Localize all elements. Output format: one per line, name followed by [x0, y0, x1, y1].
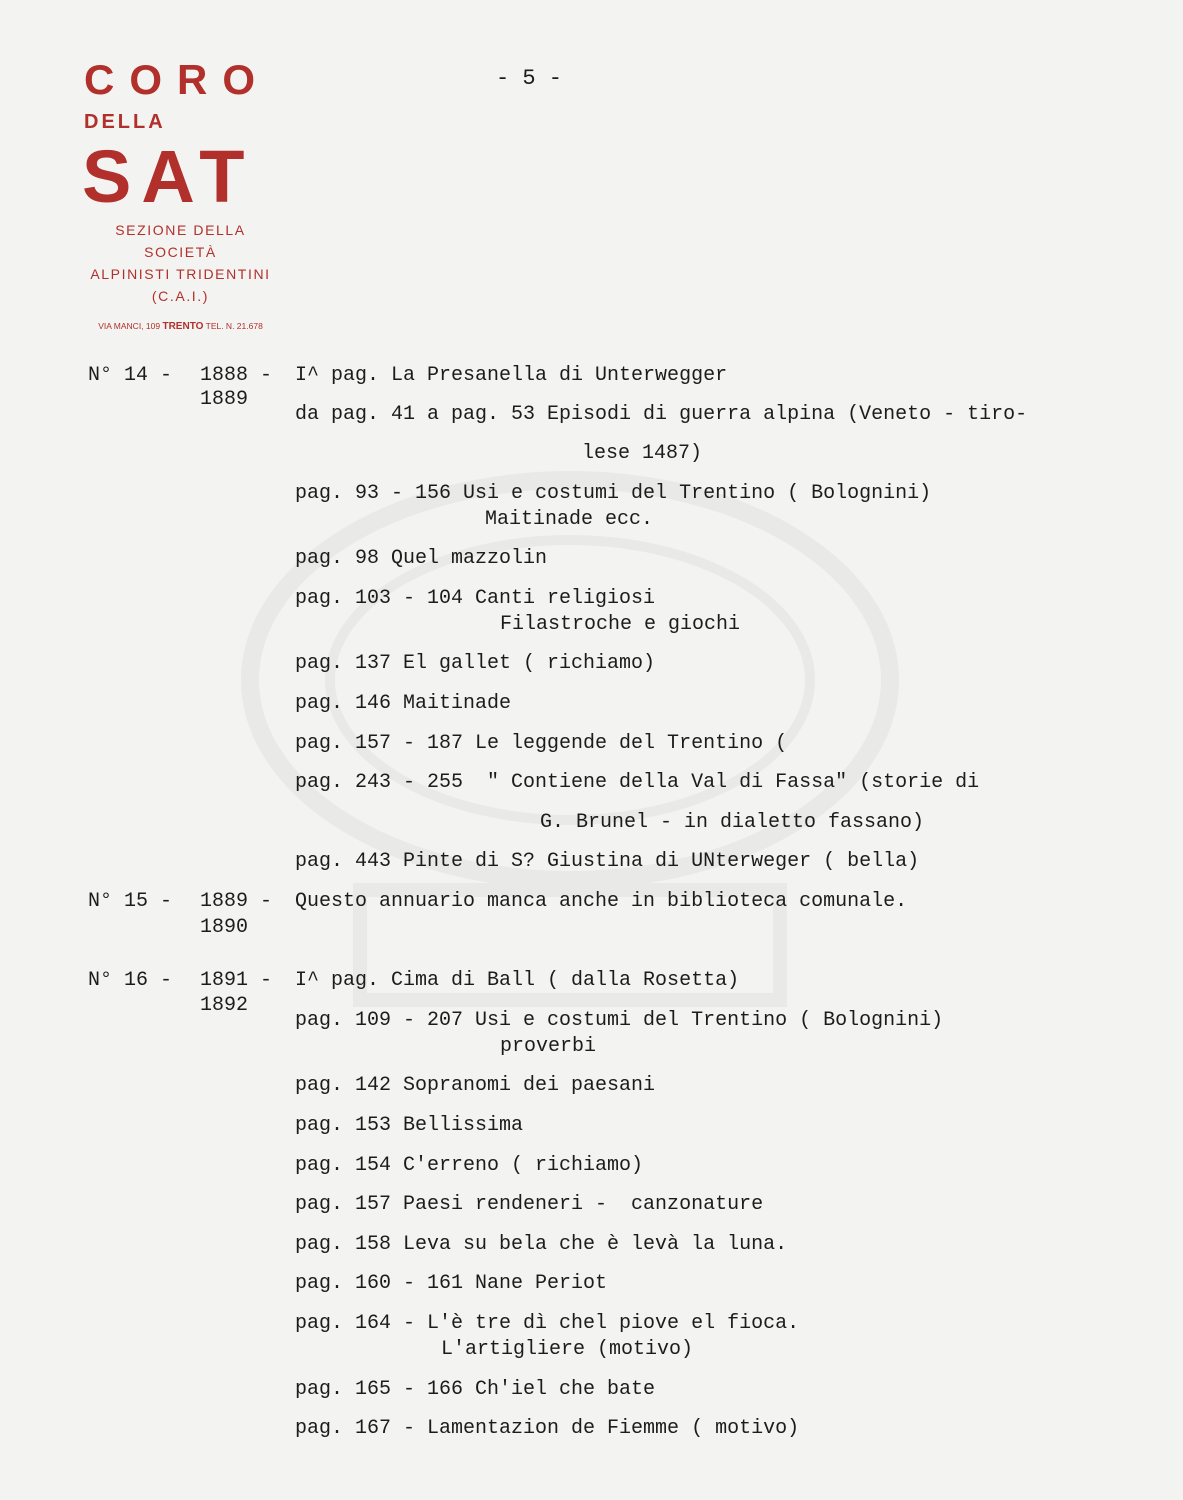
entry-line: pag. 103 - 104 Canti religiosi [295, 587, 656, 610]
entry-year: 1892 [200, 994, 249, 1017]
letterhead-subtitle-3: (C.A.I.) [151, 288, 210, 304]
entry-line: pag. 142 Sopranomi dei paesani [295, 1074, 656, 1097]
entry-line: pag. 167 - Lamentazion de Fiemme ( motivo) [295, 1417, 800, 1440]
letterhead-sat: SAT [82, 135, 255, 218]
entry-line: lese 1487) [582, 442, 703, 465]
entry-line: G. Brunel - in dialetto fassano) [540, 811, 925, 834]
entry-line: pag. 158 Leva su bela che è levà la luna. [295, 1233, 788, 1256]
letterhead-subtitle-1: SEZIONE DELLA SOCIETÀ [115, 222, 246, 260]
entry-year: 1890 [200, 916, 249, 939]
entry-line: I^ pag. La Presanella di Unterwegger [295, 364, 728, 387]
entry-line: pag. 165 - 166 Ch'iel che bate [295, 1378, 656, 1401]
entry-line: pag. 98 Quel mazzolin [295, 547, 548, 570]
entry-number: N° 14 - [88, 364, 173, 387]
entry-line: pag. 153 Bellissima [295, 1114, 524, 1137]
entry-line: Filastroche e giochi [500, 613, 741, 636]
address-city: TRENTO [162, 321, 204, 332]
entry-line: pag. 146 Maitinade [295, 692, 512, 715]
entry-line: proverbi [500, 1035, 597, 1058]
entry-line: da pag. 41 a pag. 53 Episodi di guerra alpina (Veneto - tiro- [295, 403, 1028, 426]
address-phone: TEL. N. 21.678 [205, 321, 263, 331]
entry-line: Questo annuario manca anche in biblioteca comunale. [295, 890, 908, 913]
entry-year: 1891 - [200, 969, 273, 992]
page-number: - 5 - [496, 66, 563, 91]
entry-line: pag. 93 - 156 Usi e costumi del Trentino ( Bolognini) [295, 482, 932, 505]
entry-number: N° 16 - [88, 969, 173, 992]
entry-line: pag. 164 - L'è tre dì chel piove el fioca. [295, 1312, 800, 1335]
letterhead [78, 55, 283, 334]
entry-year: 1888 - [200, 364, 273, 387]
entry-line: pag. 137 El gallet ( richiamo) [295, 652, 656, 675]
entry-line: pag. 157 Paesi rendeneri - canzonature [295, 1193, 764, 1216]
entry-year: 1889 - [200, 890, 273, 913]
entry-line: I^ pag. Cima di Ball ( dalla Rosetta) [295, 969, 740, 992]
letterhead-della: DELLA [84, 111, 166, 133]
letterhead-address [78, 319, 283, 334]
entry-line: pag. 243 - 255 " Contiene della Val di Fassa" (storie di [295, 771, 980, 794]
letterhead-subtitle-2: ALPINISTI TRIDENTINI [90, 266, 271, 282]
entry-line: pag. 109 - 207 Usi e costumi del Trentino ( Bolognini) [295, 1009, 944, 1032]
address-street: VIA MANCI, 109 [98, 321, 161, 331]
entry-line: pag. 160 - 161 Nane Periot [295, 1272, 608, 1295]
entry-line: pag. 157 - 187 Le leggende del Trentino ( [295, 732, 788, 755]
entry-year: 1889 [200, 388, 249, 411]
entry-line: pag. 443 Pinte di S? Giustina di UNterweger ( bella) [295, 850, 920, 873]
entry-number: N° 15 - [88, 890, 173, 913]
entry-line: pag. 154 C'erreno ( richiamo) [295, 1154, 644, 1177]
letterhead-coro: CORO [84, 56, 270, 103]
entry-line: Maitinade ecc. [485, 508, 654, 531]
entry-line: L'artigliere (motivo) [441, 1338, 694, 1361]
